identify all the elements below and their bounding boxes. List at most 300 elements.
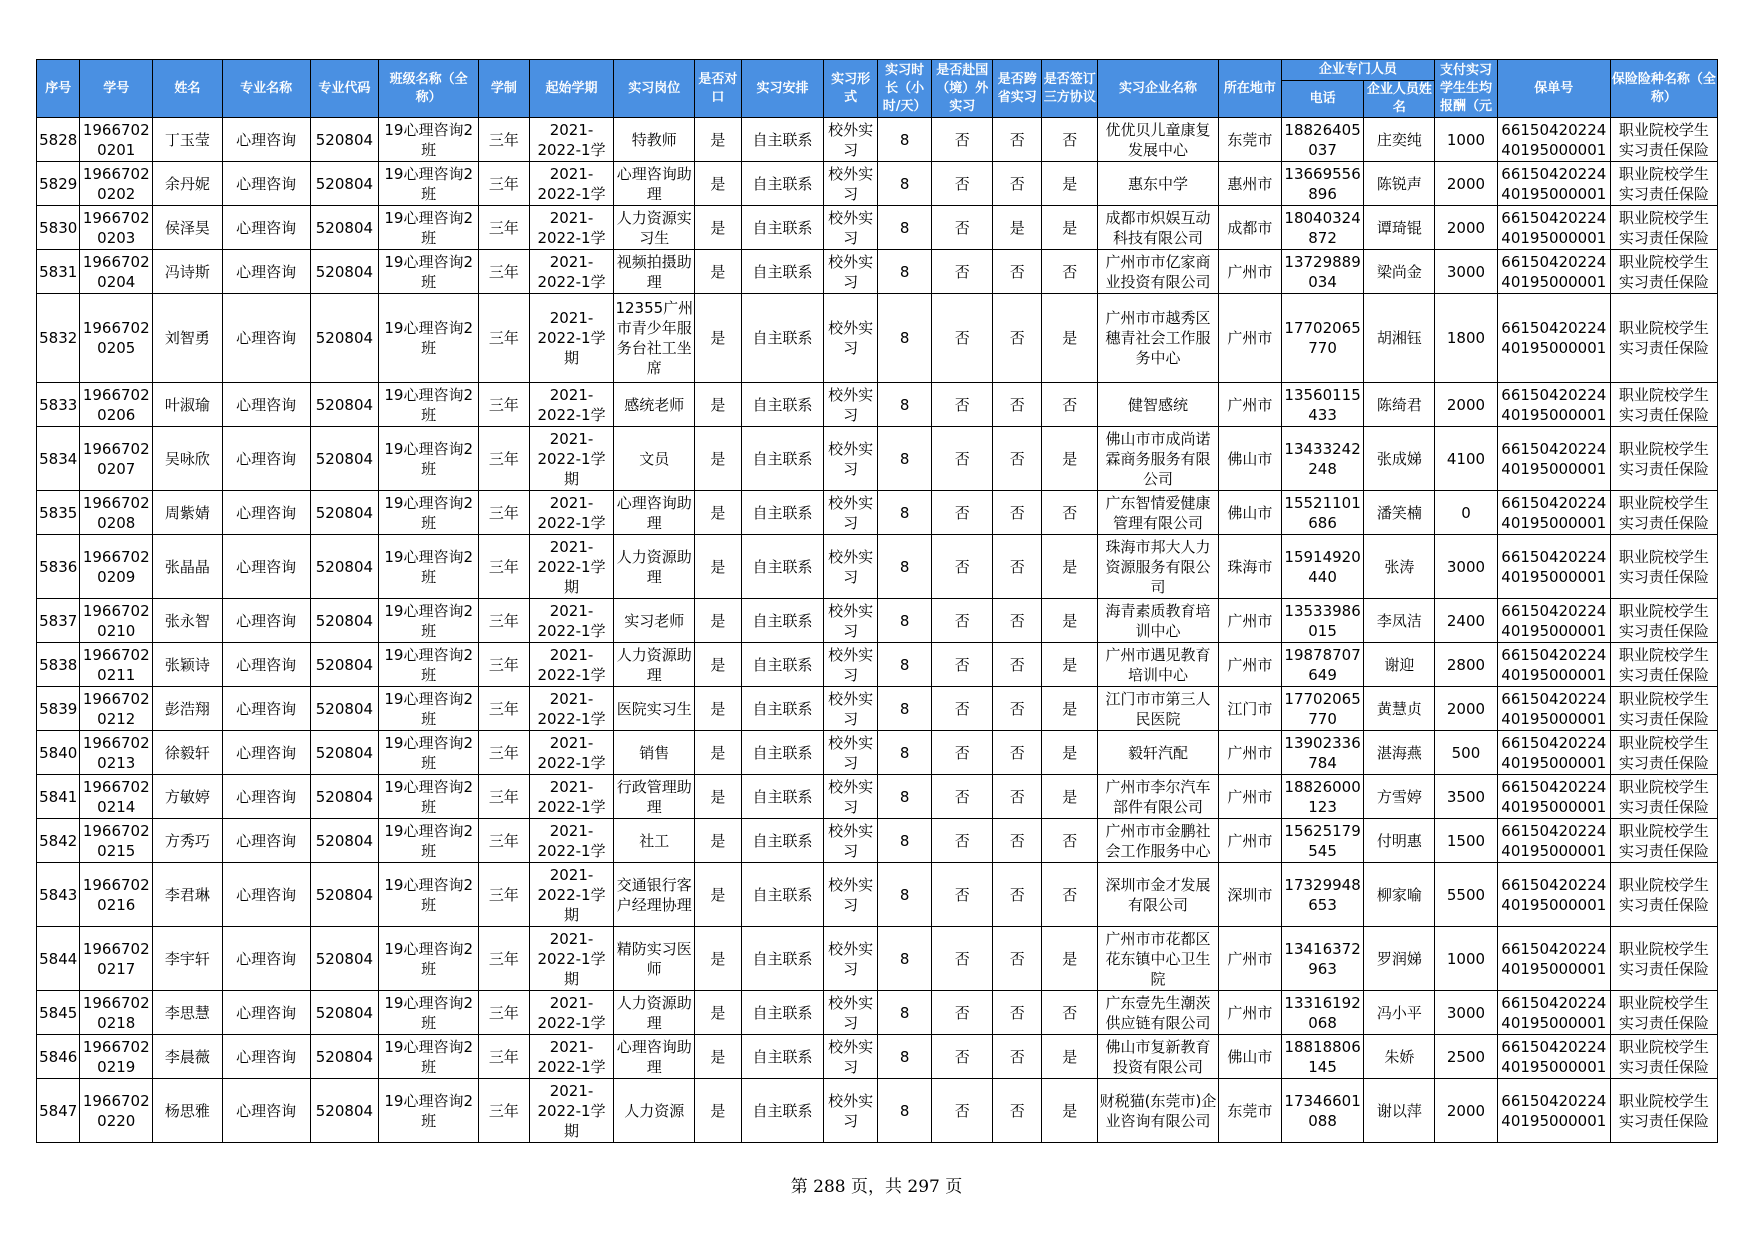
header-tripartite: 是否签订三方协议 <box>1042 60 1098 118</box>
arrangement: 自主联系 <box>741 927 824 991</box>
header-duration: 学制 <box>479 60 529 118</box>
cross-province: 否 <box>992 383 1041 427</box>
hours-per-day: 8 <box>877 1079 932 1143</box>
contact-phone: 13902336 784 <box>1281 731 1364 775</box>
cross-province: 否 <box>992 162 1041 206</box>
company: 佛山市复新教育投资有限公司 <box>1097 1035 1218 1079</box>
class-name: 19心理咨询2班 <box>379 383 479 427</box>
start-term: 2021-2022-1学 <box>529 118 614 162</box>
company: 深圳市金才发展有限公司 <box>1097 863 1218 927</box>
duration: 三年 <box>479 206 529 250</box>
pay: 2000 <box>1435 383 1498 427</box>
contact-phone: 13433242 248 <box>1281 427 1364 491</box>
start-term: 2021-2022-1学 <box>529 491 614 535</box>
student-id: 1966702 0209 <box>80 535 153 599</box>
header-contact-group: 企业专门人员 <box>1281 60 1434 81</box>
header-matched: 是否对口 <box>695 60 741 118</box>
row-seq: 5841 <box>37 775 80 819</box>
contact-name: 梁尚金 <box>1364 250 1435 294</box>
pay: 3000 <box>1435 535 1498 599</box>
policy-no: 66150420224 40195000001 <box>1497 250 1610 294</box>
class-name: 19心理咨询2班 <box>379 731 479 775</box>
cross-province: 否 <box>992 535 1041 599</box>
internship-form: 校外实习 <box>824 491 878 535</box>
major-code: 520804 <box>310 162 379 206</box>
tripartite: 是 <box>1042 599 1098 643</box>
table-row <box>37 687 1718 731</box>
tripartite: 否 <box>1042 118 1098 162</box>
contact-phone: 17346601 088 <box>1281 1079 1364 1143</box>
position: 销售 <box>614 731 695 775</box>
position: 文员 <box>614 427 695 491</box>
pay: 1000 <box>1435 118 1498 162</box>
pay: 2000 <box>1435 687 1498 731</box>
header-position: 实习岗位 <box>614 60 695 118</box>
tripartite: 是 <box>1042 427 1098 491</box>
matched: 是 <box>695 118 741 162</box>
internship-form: 校外实习 <box>824 927 878 991</box>
start-term: 2021-2022-1学 <box>529 162 614 206</box>
company: 广州市市亿家商业投资有限公司 <box>1097 250 1218 294</box>
insurance: 职业院校学生实习责任保险 <box>1610 535 1717 599</box>
cross-province: 否 <box>992 991 1041 1035</box>
policy-no: 66150420224 40195000001 <box>1497 775 1610 819</box>
major-code: 520804 <box>310 383 379 427</box>
abroad: 否 <box>932 991 993 1035</box>
internship-form: 校外实习 <box>824 819 878 863</box>
insurance: 职业院校学生实习责任保险 <box>1610 1035 1717 1079</box>
major-code: 520804 <box>310 535 379 599</box>
contact-name: 湛海燕 <box>1364 731 1435 775</box>
company: 广州市市金鹏社会工作服务中心 <box>1097 819 1218 863</box>
insurance: 职业院校学生实习责任保险 <box>1610 383 1717 427</box>
position: 心理咨询助理 <box>614 162 695 206</box>
row-seq: 5835 <box>37 491 80 535</box>
student-name: 李君琳 <box>153 863 223 927</box>
header-phone: 电话 <box>1281 81 1364 118</box>
matched: 是 <box>695 687 741 731</box>
city: 深圳市 <box>1219 863 1282 927</box>
insurance: 职业院校学生实习责任保险 <box>1610 731 1717 775</box>
table-row <box>37 118 1718 162</box>
contact-phone: 15914920 440 <box>1281 535 1364 599</box>
contact-phone: 18818806 145 <box>1281 1035 1364 1079</box>
arrangement: 自主联系 <box>741 383 824 427</box>
insurance: 职业院校学生实习责任保险 <box>1610 687 1717 731</box>
table-row <box>37 206 1718 250</box>
cross-province: 否 <box>992 687 1041 731</box>
internship-form: 校外实习 <box>824 383 878 427</box>
arrangement: 自主联系 <box>741 118 824 162</box>
duration: 三年 <box>479 250 529 294</box>
major: 心理咨询 <box>222 927 310 991</box>
tripartite: 是 <box>1042 294 1098 383</box>
table-body <box>37 118 1718 1143</box>
header-class-name: 班级名称（全称） <box>379 60 479 118</box>
table-row <box>37 643 1718 687</box>
start-term: 2021-2022-1学 <box>529 1035 614 1079</box>
internship-form: 校外实习 <box>824 427 878 491</box>
hours-per-day: 8 <box>877 206 932 250</box>
start-term: 2021-2022-1学 <box>529 206 614 250</box>
table-row <box>37 1035 1718 1079</box>
row-seq: 5837 <box>37 599 80 643</box>
abroad: 否 <box>932 1035 993 1079</box>
arrangement: 自主联系 <box>741 1035 824 1079</box>
arrangement: 自主联系 <box>741 250 824 294</box>
pay: 1800 <box>1435 294 1498 383</box>
arrangement: 自主联系 <box>741 535 824 599</box>
city: 广州市 <box>1219 927 1282 991</box>
header-abroad: 是否赴国（境）外实习 <box>932 60 993 118</box>
duration: 三年 <box>479 991 529 1035</box>
duration: 三年 <box>479 294 529 383</box>
city: 广州市 <box>1219 775 1282 819</box>
student-id: 1966702 0207 <box>80 427 153 491</box>
policy-no: 66150420224 40195000001 <box>1497 863 1610 927</box>
start-term: 2021-2022-1学 <box>529 599 614 643</box>
hours-per-day: 8 <box>877 162 932 206</box>
major: 心理咨询 <box>222 731 310 775</box>
company: 珠海市邦大人力资源服务有限公司 <box>1097 535 1218 599</box>
company: 成都市炽娱互动科技有限公司 <box>1097 206 1218 250</box>
header-contact-name: 企业人员姓名 <box>1364 81 1435 118</box>
hours-per-day: 8 <box>877 819 932 863</box>
contact-name: 庄奕纯 <box>1364 118 1435 162</box>
header-major-code: 专业代码 <box>310 60 379 118</box>
abroad: 否 <box>932 927 993 991</box>
pay: 3000 <box>1435 250 1498 294</box>
insurance: 职业院校学生实习责任保险 <box>1610 1079 1717 1143</box>
class-name: 19心理咨询2班 <box>379 1079 479 1143</box>
cross-province: 否 <box>992 118 1041 162</box>
class-name: 19心理咨询2班 <box>379 863 479 927</box>
student-name: 徐毅轩 <box>153 731 223 775</box>
city: 广州市 <box>1219 731 1282 775</box>
insurance: 职业院校学生实习责任保险 <box>1610 927 1717 991</box>
major: 心理咨询 <box>222 118 310 162</box>
header-insurance: 保险险种名称（全称） <box>1610 60 1717 118</box>
matched: 是 <box>695 643 741 687</box>
city: 佛山市 <box>1219 427 1282 491</box>
abroad: 否 <box>932 687 993 731</box>
abroad: 否 <box>932 599 993 643</box>
city: 东莞市 <box>1219 118 1282 162</box>
position: 心理咨询助理 <box>614 491 695 535</box>
abroad: 否 <box>932 731 993 775</box>
major: 心理咨询 <box>222 294 310 383</box>
duration: 三年 <box>479 775 529 819</box>
hours-per-day: 8 <box>877 775 932 819</box>
matched: 是 <box>695 1079 741 1143</box>
internship-form: 校外实习 <box>824 599 878 643</box>
position: 特教师 <box>614 118 695 162</box>
table-header <box>37 60 1718 118</box>
major: 心理咨询 <box>222 819 310 863</box>
city: 广州市 <box>1219 383 1282 427</box>
insurance: 职业院校学生实习责任保险 <box>1610 162 1717 206</box>
table-row <box>37 491 1718 535</box>
pay: 3500 <box>1435 775 1498 819</box>
student-name: 叶淑瑜 <box>153 383 223 427</box>
student-name: 张永智 <box>153 599 223 643</box>
duration: 三年 <box>479 1079 529 1143</box>
table-row <box>37 535 1718 599</box>
matched: 是 <box>695 819 741 863</box>
contact-phone: 18826000 123 <box>1281 775 1364 819</box>
matched: 是 <box>695 927 741 991</box>
header-start-term: 起始学期 <box>529 60 614 118</box>
contact-name: 潘笑楠 <box>1364 491 1435 535</box>
major-code: 520804 <box>310 991 379 1035</box>
contact-name: 谢迎 <box>1364 643 1435 687</box>
pay: 2500 <box>1435 1035 1498 1079</box>
policy-no: 66150420224 40195000001 <box>1497 535 1610 599</box>
internship-form: 校外实习 <box>824 1035 878 1079</box>
insurance: 职业院校学生实习责任保险 <box>1610 294 1717 383</box>
city: 广州市 <box>1219 599 1282 643</box>
row-seq: 5844 <box>37 927 80 991</box>
matched: 是 <box>695 383 741 427</box>
pay: 2800 <box>1435 643 1498 687</box>
hours-per-day: 8 <box>877 599 932 643</box>
major: 心理咨询 <box>222 687 310 731</box>
hours-per-day: 8 <box>877 491 932 535</box>
student-name: 吴咏欣 <box>153 427 223 491</box>
student-id: 1966702 0206 <box>80 383 153 427</box>
major-code: 520804 <box>310 687 379 731</box>
duration: 三年 <box>479 383 529 427</box>
student-name: 李晨薇 <box>153 1035 223 1079</box>
pay: 0 <box>1435 491 1498 535</box>
duration: 三年 <box>479 927 529 991</box>
table-row <box>37 731 1718 775</box>
contact-phone: 13416372 963 <box>1281 927 1364 991</box>
abroad: 否 <box>932 535 993 599</box>
hours-per-day: 8 <box>877 731 932 775</box>
class-name: 19心理咨询2班 <box>379 162 479 206</box>
major-code: 520804 <box>310 599 379 643</box>
contact-name: 胡湘钰 <box>1364 294 1435 383</box>
major-code: 520804 <box>310 643 379 687</box>
policy-no: 66150420224 40195000001 <box>1497 427 1610 491</box>
cross-province: 否 <box>992 927 1041 991</box>
policy-no: 66150420224 40195000001 <box>1497 599 1610 643</box>
row-seq: 5831 <box>37 250 80 294</box>
class-name: 19心理咨询2班 <box>379 1035 479 1079</box>
abroad: 否 <box>932 162 993 206</box>
company: 广东壹先生潮茨供应链有限公司 <box>1097 991 1218 1035</box>
matched: 是 <box>695 294 741 383</box>
contact-name: 罗润娣 <box>1364 927 1435 991</box>
header-major: 专业名称 <box>222 60 310 118</box>
insurance: 职业院校学生实习责任保险 <box>1610 863 1717 927</box>
position: 感统老师 <box>614 383 695 427</box>
company: 海青素质教育培训中心 <box>1097 599 1218 643</box>
student-id: 1966702 0215 <box>80 819 153 863</box>
cross-province: 否 <box>992 1035 1041 1079</box>
table-row <box>37 1079 1718 1143</box>
major: 心理咨询 <box>222 599 310 643</box>
contact-phone: 13316192 068 <box>1281 991 1364 1035</box>
city: 广州市 <box>1219 991 1282 1035</box>
cross-province: 否 <box>992 427 1041 491</box>
class-name: 19心理咨询2班 <box>379 775 479 819</box>
table-row <box>37 819 1718 863</box>
policy-no: 66150420224 40195000001 <box>1497 118 1610 162</box>
cross-province: 否 <box>992 294 1041 383</box>
student-name: 杨思雅 <box>153 1079 223 1143</box>
city: 广州市 <box>1219 643 1282 687</box>
major: 心理咨询 <box>222 863 310 927</box>
class-name: 19心理咨询2班 <box>379 294 479 383</box>
start-term: 2021-2022-1学期 <box>529 1079 614 1143</box>
matched: 是 <box>695 1035 741 1079</box>
arrangement: 自主联系 <box>741 819 824 863</box>
policy-no: 66150420224 40195000001 <box>1497 162 1610 206</box>
policy-no: 66150420224 40195000001 <box>1497 731 1610 775</box>
company: 广东智情爱健康管理有限公司 <box>1097 491 1218 535</box>
duration: 三年 <box>479 687 529 731</box>
table-row <box>37 427 1718 491</box>
major: 心理咨询 <box>222 1079 310 1143</box>
tripartite: 否 <box>1042 863 1098 927</box>
matched: 是 <box>695 250 741 294</box>
class-name: 19心理咨询2班 <box>379 687 479 731</box>
contact-phone: 13729889 034 <box>1281 250 1364 294</box>
contact-phone: 19878707 649 <box>1281 643 1364 687</box>
student-id: 1966702 0214 <box>80 775 153 819</box>
row-seq: 5847 <box>37 1079 80 1143</box>
duration: 三年 <box>479 427 529 491</box>
tripartite: 是 <box>1042 535 1098 599</box>
student-id: 1966702 0202 <box>80 162 153 206</box>
position: 人力资源助理 <box>614 991 695 1035</box>
city: 惠州市 <box>1219 162 1282 206</box>
duration: 三年 <box>479 731 529 775</box>
table-row <box>37 250 1718 294</box>
major: 心理咨询 <box>222 250 310 294</box>
student-name: 张晶晶 <box>153 535 223 599</box>
student-name: 方敏婷 <box>153 775 223 819</box>
major: 心理咨询 <box>222 162 310 206</box>
contact-name: 谭琦锟 <box>1364 206 1435 250</box>
insurance: 职业院校学生实习责任保险 <box>1610 118 1717 162</box>
contact-name: 方雪婷 <box>1364 775 1435 819</box>
contact-name: 朱娇 <box>1364 1035 1435 1079</box>
tripartite: 是 <box>1042 1079 1098 1143</box>
tripartite: 否 <box>1042 491 1098 535</box>
hours-per-day: 8 <box>877 427 932 491</box>
class-name: 19心理咨询2班 <box>379 118 479 162</box>
matched: 是 <box>695 427 741 491</box>
city: 江门市 <box>1219 687 1282 731</box>
duration: 三年 <box>479 1035 529 1079</box>
row-seq: 5832 <box>37 294 80 383</box>
student-name: 李思慧 <box>153 991 223 1035</box>
internship-form: 校外实习 <box>824 1079 878 1143</box>
contact-name: 黄慧贞 <box>1364 687 1435 731</box>
start-term: 2021-2022-1学 <box>529 250 614 294</box>
insurance: 职业院校学生实习责任保险 <box>1610 427 1717 491</box>
city: 广州市 <box>1219 819 1282 863</box>
header-student-id: 学号 <box>80 60 153 118</box>
major: 心理咨询 <box>222 991 310 1035</box>
student-name: 冯诗斯 <box>153 250 223 294</box>
abroad: 否 <box>932 294 993 383</box>
start-term: 2021-2022-1学 <box>529 383 614 427</box>
hours-per-day: 8 <box>877 535 932 599</box>
start-term: 2021-2022-1学 <box>529 991 614 1035</box>
header-pay: 支付实习学生生均报酬（元 <box>1435 60 1498 118</box>
duration: 三年 <box>479 599 529 643</box>
start-term: 2021-2022-1学 <box>529 643 614 687</box>
internship-form: 校外实习 <box>824 250 878 294</box>
hours-per-day: 8 <box>877 687 932 731</box>
major-code: 520804 <box>310 118 379 162</box>
student-id: 1966702 0204 <box>80 250 153 294</box>
cross-province: 否 <box>992 731 1041 775</box>
abroad: 否 <box>932 491 993 535</box>
class-name: 19心理咨询2班 <box>379 250 479 294</box>
row-seq: 5834 <box>37 427 80 491</box>
student-id: 1966702 0216 <box>80 863 153 927</box>
major: 心理咨询 <box>222 383 310 427</box>
student-name: 方秀巧 <box>153 819 223 863</box>
arrangement: 自主联系 <box>741 294 824 383</box>
contact-name: 张成娣 <box>1364 427 1435 491</box>
matched: 是 <box>695 731 741 775</box>
insurance: 职业院校学生实习责任保险 <box>1610 250 1717 294</box>
tripartite: 是 <box>1042 731 1098 775</box>
abroad: 否 <box>932 206 993 250</box>
student-id: 1966702 0211 <box>80 643 153 687</box>
company: 广州市市越秀区穗青社会工作服务中心 <box>1097 294 1218 383</box>
major: 心理咨询 <box>222 491 310 535</box>
start-term: 2021-2022-1学 <box>529 775 614 819</box>
matched: 是 <box>695 775 741 819</box>
tripartite: 是 <box>1042 643 1098 687</box>
row-seq: 5846 <box>37 1035 80 1079</box>
arrangement: 自主联系 <box>741 643 824 687</box>
position: 人力资源 <box>614 1079 695 1143</box>
policy-no: 66150420224 40195000001 <box>1497 491 1610 535</box>
policy-no: 66150420224 40195000001 <box>1497 294 1610 383</box>
position: 社工 <box>614 819 695 863</box>
city: 广州市 <box>1219 250 1282 294</box>
contact-name: 谢以萍 <box>1364 1079 1435 1143</box>
class-name: 19心理咨询2班 <box>379 991 479 1035</box>
tripartite: 否 <box>1042 383 1098 427</box>
city: 珠海市 <box>1219 535 1282 599</box>
company: 佛山市市成尚诺霖商务服务有限公司 <box>1097 427 1218 491</box>
student-name: 刘智勇 <box>153 294 223 383</box>
policy-no: 66150420224 40195000001 <box>1497 927 1610 991</box>
contact-phone: 18040324 872 <box>1281 206 1364 250</box>
insurance: 职业院校学生实习责任保险 <box>1610 491 1717 535</box>
policy-no: 66150420224 40195000001 <box>1497 643 1610 687</box>
student-name: 周紫婧 <box>153 491 223 535</box>
tripartite: 否 <box>1042 250 1098 294</box>
matched: 是 <box>695 991 741 1035</box>
pay: 1500 <box>1435 819 1498 863</box>
contact-name: 陈锐声 <box>1364 162 1435 206</box>
insurance: 职业院校学生实习责任保险 <box>1610 775 1717 819</box>
contact-phone: 13560115 433 <box>1281 383 1364 427</box>
row-seq: 5828 <box>37 118 80 162</box>
start-term: 2021-2022-1学期 <box>529 863 614 927</box>
internship-form: 校外实习 <box>824 643 878 687</box>
